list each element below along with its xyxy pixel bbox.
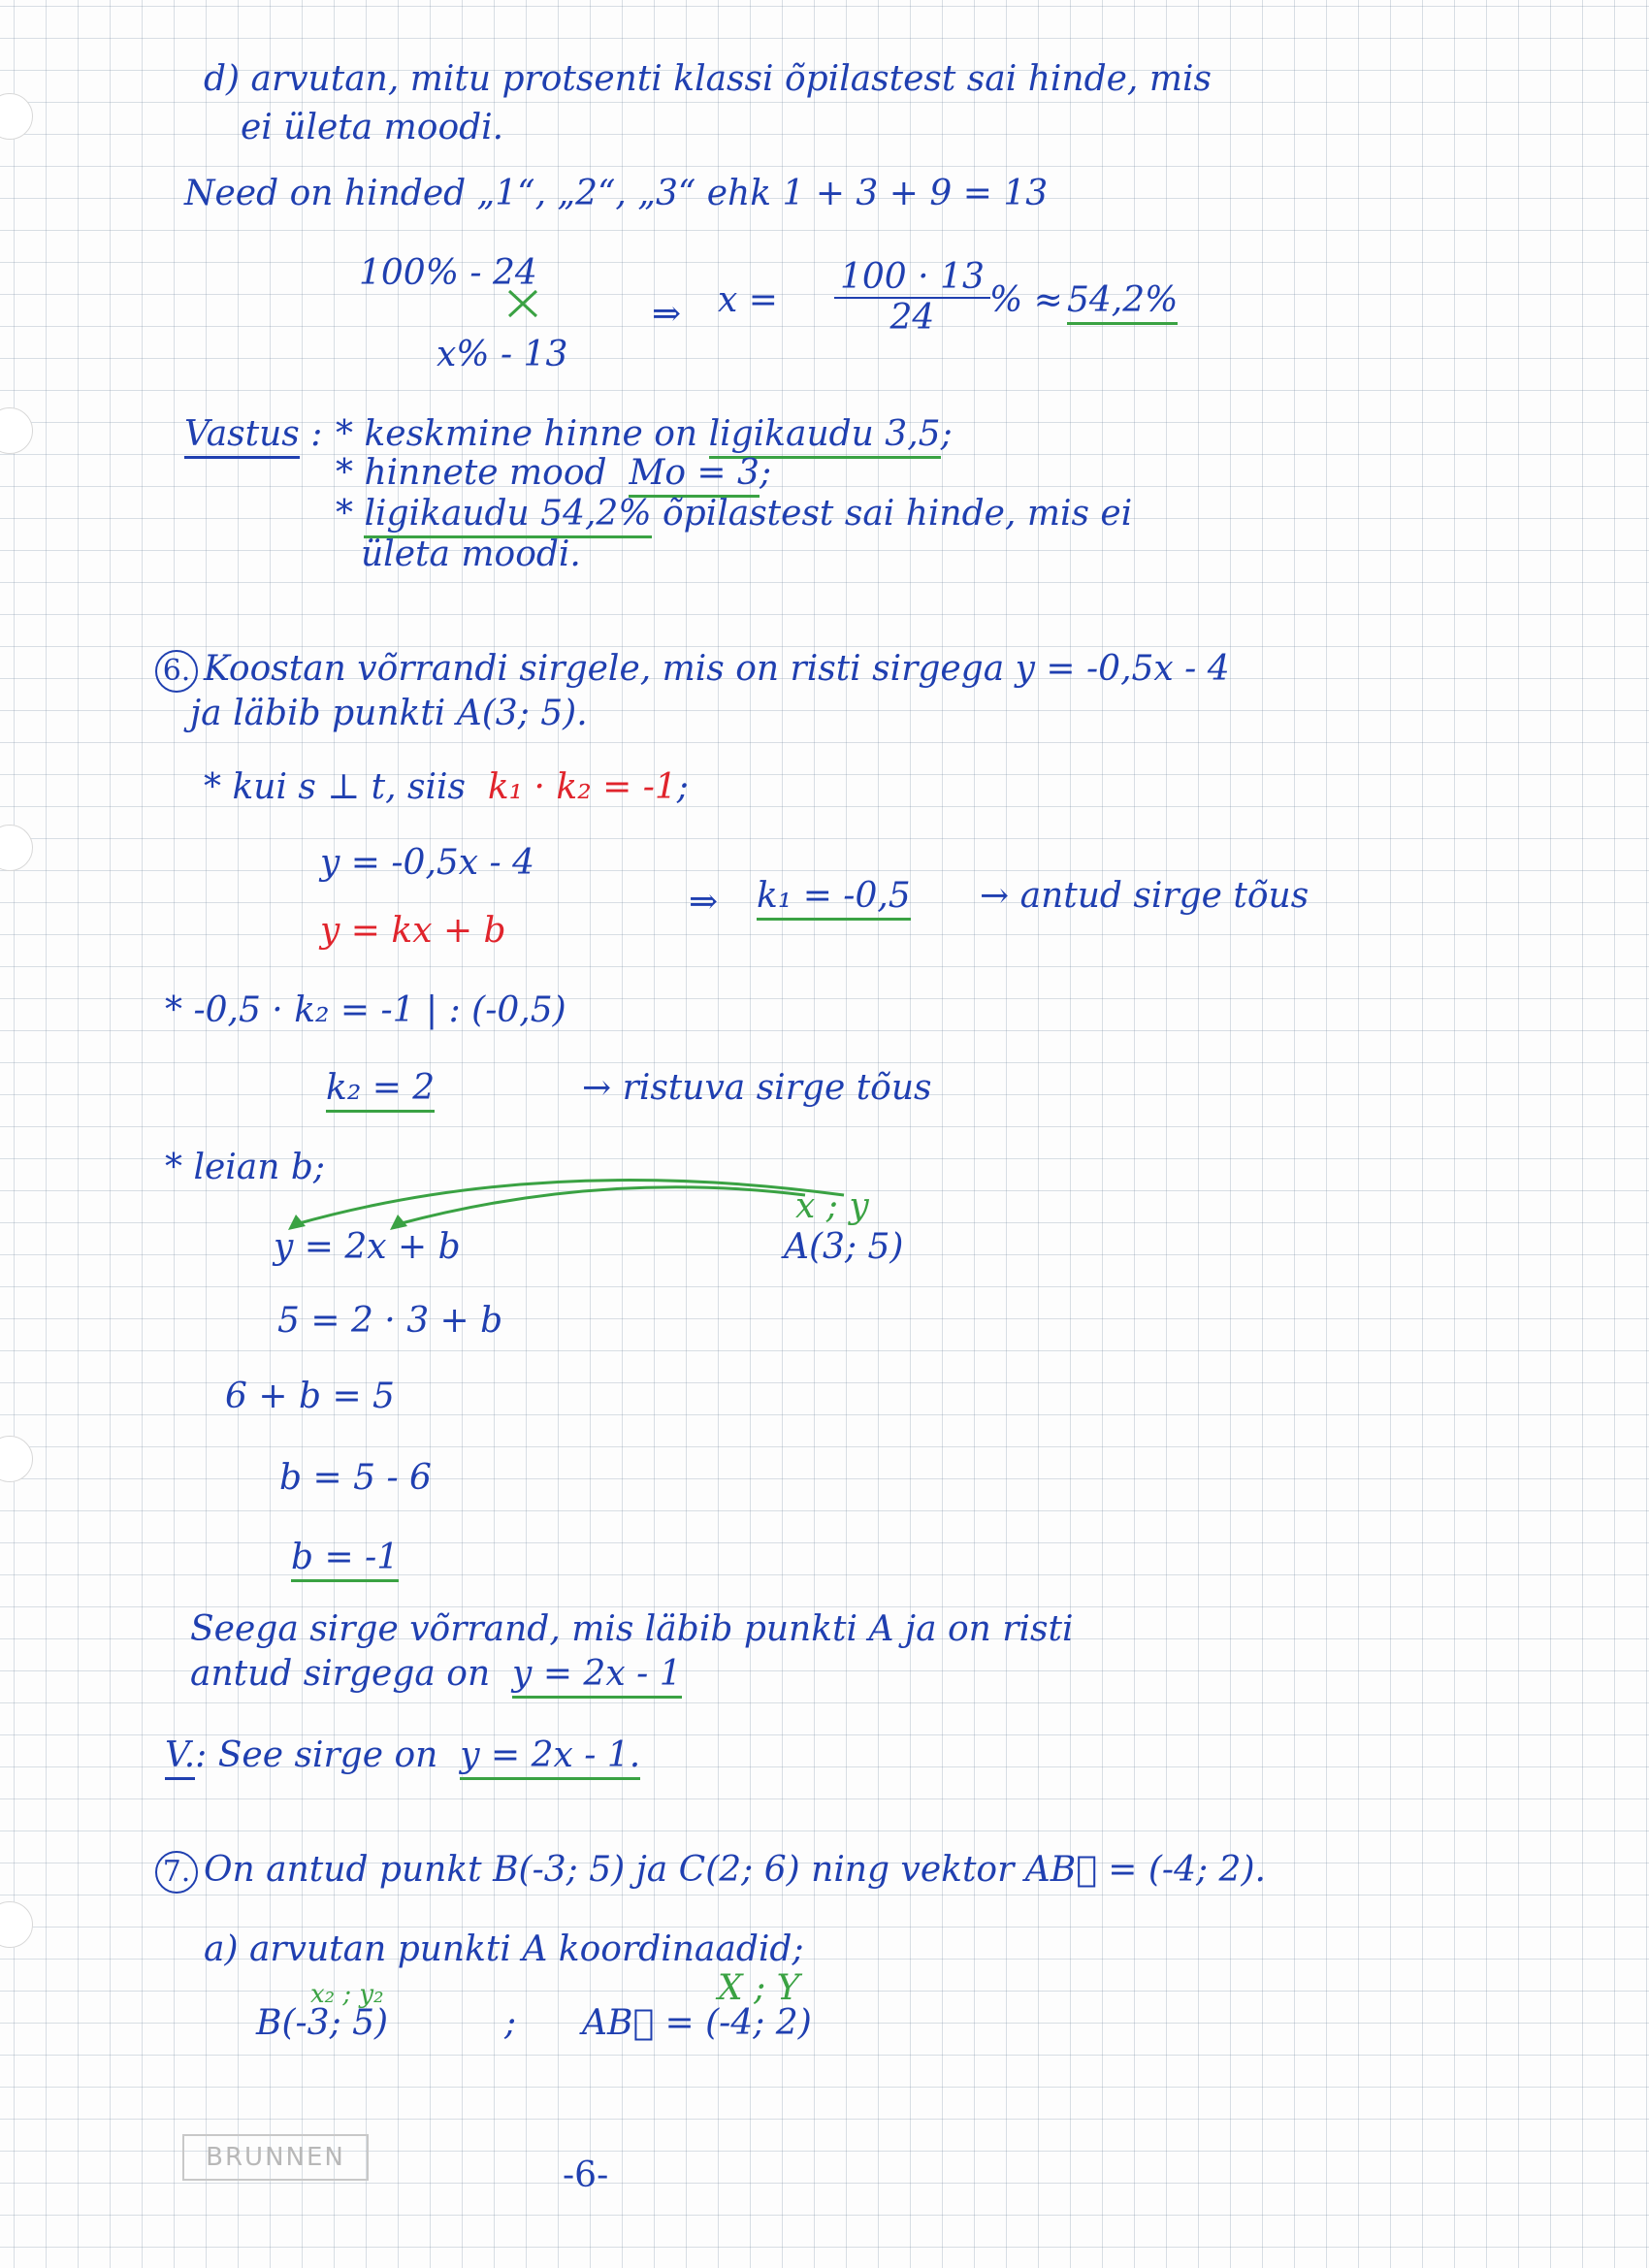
- bullet-3-value: ligikaudu 54,2%: [364, 494, 651, 538]
- answer-line: [165, 1736, 640, 1775]
- answer-colon: :: [195, 1735, 208, 1775]
- bullet-1-text: * keskmine hinne on: [336, 414, 698, 454]
- d-intro-line-1: d) arvutan, mitu protsenti klassi õpilastest sai hinde, mis: [204, 59, 1212, 99]
- implies-arrow: ⇒: [652, 294, 682, 334]
- k1-implies: ⇒: [689, 882, 719, 922]
- condition-text: * kui s ⊥ t, siis: [204, 767, 466, 807]
- solve-step-1: 5 = 2 · 3 + b: [277, 1301, 503, 1341]
- vector-ab: AB⃗ = (-4; 2): [582, 2003, 812, 2043]
- b-value: b = -1: [291, 1538, 399, 1582]
- condition-end: ;: [676, 767, 689, 807]
- substituted-line-equation: y = 2x + b: [274, 1227, 461, 1267]
- bullet-2-text: * hinnete mood: [336, 453, 607, 493]
- conclusion-text: antud sirgega on: [190, 1654, 491, 1694]
- brand-logo: BRUNNEN: [182, 2134, 369, 2181]
- grades-sum-line: Need on hinded „1“, „2“, „3“ ehk 1 + 3 + 9 = 13: [184, 174, 1049, 213]
- vastus-colon: :: [310, 414, 323, 454]
- k2-equation: * -0,5 · k₂ = -1 | : (-0,5): [165, 990, 566, 1030]
- task7-intro: [155, 1851, 1266, 1894]
- arc-y-arrow: [398, 1187, 805, 1224]
- vastus-word: Vastus: [184, 414, 300, 459]
- separator: ;: [504, 2003, 517, 2043]
- cross-multiply-icon: [509, 291, 536, 316]
- proportion-bottom: x% - 13: [436, 335, 568, 374]
- task7-part-a: a) arvutan punkti A koordinaadid;: [204, 1929, 804, 1969]
- general-line-equation: y = kx + b: [320, 911, 506, 951]
- percent-approx: % ≈: [989, 280, 1063, 320]
- answer-equation: y = 2x - 1.: [460, 1735, 640, 1780]
- task6-intro-line-2: ja läbib punkti A(3; 5).: [190, 694, 588, 733]
- k2-note: → ristuva sirge tõus: [582, 1068, 932, 1108]
- d-intro-line-2: ei ületa moodi.: [241, 108, 504, 147]
- given-line-equation: y = -0,5x - 4: [320, 843, 535, 883]
- answer-text: See sirge on: [217, 1735, 438, 1775]
- result-value: 54,2%: [1067, 280, 1178, 325]
- proportion-top: 100% - 24: [359, 253, 537, 293]
- task6-number: 6.: [155, 650, 198, 693]
- task7-intro-text: On antud punkt B(-3; 5) ja C(2; 6) ning vektor AB⃗ = (-4; 2).: [204, 1850, 1266, 1890]
- solve-step-2: 6 + b = 5: [225, 1377, 395, 1416]
- bullet-2-end: ;: [759, 453, 772, 493]
- k1-value-text: k₁ = -0,5: [757, 876, 911, 921]
- bullet-3-star: *: [336, 494, 353, 534]
- xy-label: x ; y: [795, 1186, 869, 1226]
- find-b: * leian b;: [165, 1148, 326, 1187]
- ab-coordinate-labels: X ; Y: [718, 1968, 800, 2008]
- point-a: A(3; 5): [784, 1227, 904, 1267]
- x-equals: x =: [718, 280, 778, 320]
- bullet-1-end: ;: [940, 414, 953, 454]
- task7-number: 7.: [155, 1851, 198, 1894]
- b-coordinate-labels: x₂ ; y₂: [310, 1980, 384, 2009]
- k2-value-text: k₂ = 2: [326, 1068, 435, 1113]
- solve-step-4: [291, 1539, 399, 1577]
- bullet-3-text: õpilastest sai hinde, mis ei: [663, 494, 1133, 534]
- conclusion-equation: y = 2x - 1: [512, 1654, 682, 1699]
- bullet-2-value: Mo = 3: [629, 453, 760, 498]
- arc-x-arrow: [296, 1181, 844, 1224]
- task6-intro-text: Koostan võrrandi sirgele, mis on risti sirgega y = -0,5x - 4: [204, 649, 1230, 689]
- conclusion-line-1: Seega sirge võrrand, mis läbib punkti A ja on risti: [190, 1609, 1074, 1649]
- bullet-1-value: ligikaudu 3,5: [709, 414, 941, 459]
- k1-note: → antud sirge tõus: [980, 876, 1310, 916]
- solve-step-3: b = 5 - 6: [279, 1458, 432, 1498]
- condition-formula: k₁ · k₂ = -1: [487, 767, 677, 807]
- page-number: -6-: [563, 2155, 609, 2195]
- answer-bullet-3-cont: ületa moodi.: [361, 535, 581, 574]
- fraction-denominator: 24: [889, 298, 935, 338]
- conclusion-line-2: [190, 1655, 682, 1694]
- answer-label: V.: [165, 1735, 195, 1780]
- point-b: B(-3; 5): [256, 2003, 389, 2043]
- fraction-numerator: 100 · 13: [834, 258, 990, 299]
